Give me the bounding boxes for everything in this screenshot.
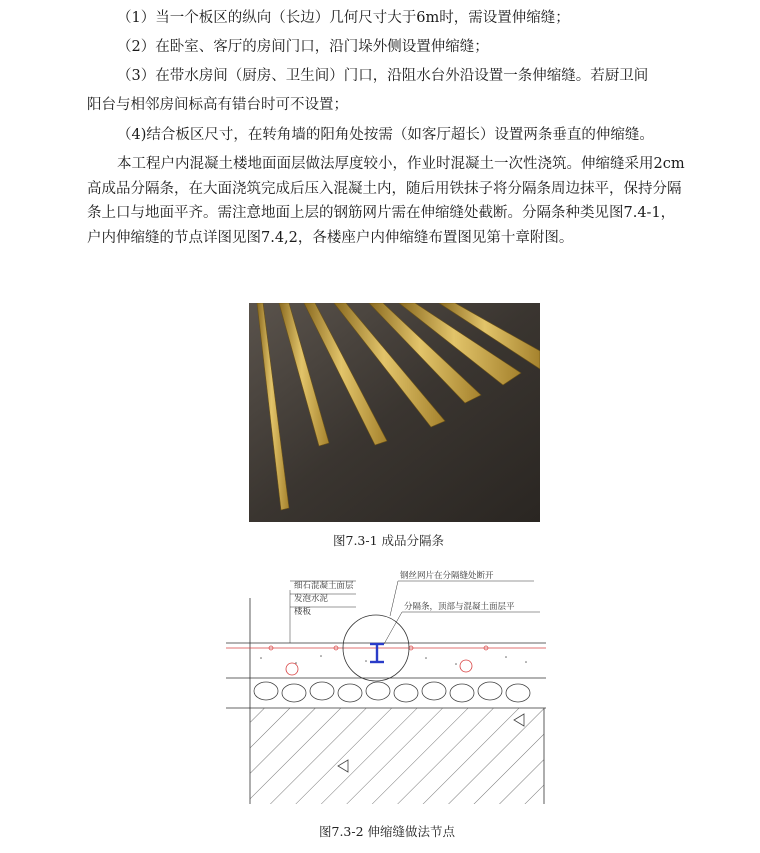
divider-strips-photo (249, 303, 540, 522)
body-paragraph: 本工程户内混凝土楼地面面层做法厚度较小，作业时混凝土一次性浇筑。伸缩缝采用2cm高成品分隔条，在大面浇筑完成后压入混凝土内，随后用铁抹子将分隔条周边抹平，保持分隔条上口与地面平齐。需注意地面上层的钢筋网片需在伸缩缝处截断。分隔条种类见图7.4-1，户内伸缩缝的节点详图见图7.4,2，各楼座户内伸缩缝布置图见第十章附图。 (87, 156, 685, 246)
label-foam-cement: 发泡水泥 (294, 594, 329, 604)
figure-1-caption: 图7.3-1 成品分隔条 (333, 533, 445, 548)
list-item-2: （2）在卧室、客厅的房间门口，沿门垛外侧设置伸缩缝； (117, 39, 489, 55)
list-item-4: （4)结合板区尺寸，在转角墙的阳角处按需（如客厅超长）设置两条垂直的伸缩缝。 (117, 127, 654, 143)
callout-mesh-break: 钢丝网片在分隔缝处断开 (400, 571, 494, 581)
list-item-3-line-1: （3）在带水房间（厨房、卫生间）门口，沿阻水台外沿设置一条伸缩缝。若厨卫间 (117, 68, 649, 84)
label-floor-slab: 楼板 (294, 607, 312, 617)
list-item-3-line-2: 阳台与相邻房间标高有错台时可不设置； (87, 97, 348, 113)
list-item-1: （1）当一个板区的纵向（长边）几何尺寸大于6m时，需设置伸缩缝； (117, 10, 570, 26)
label-fine-concrete: 细石混凝土面层 (294, 581, 354, 591)
callout-divider-strip: 分隔条，顶部与混凝土面层平 (404, 602, 515, 612)
joint-detail-diagram (226, 568, 546, 804)
figure-2-caption: 图7.3-2 伸缩缝做法节点 (319, 824, 456, 839)
